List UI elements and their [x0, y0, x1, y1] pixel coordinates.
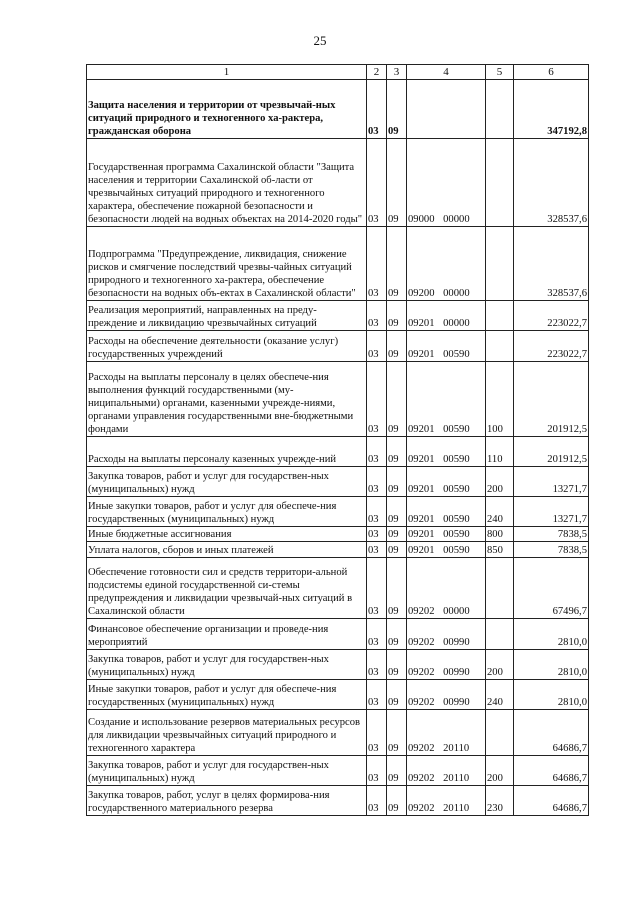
table-row	[87, 650, 589, 680]
row-section-code: 03	[367, 680, 387, 710]
table-row	[87, 786, 589, 816]
row-expense-type-code: 110	[486, 437, 514, 467]
table-row	[87, 437, 589, 467]
row-subsection-code: 09	[387, 527, 407, 542]
row-name: Обеспечение готовности сил и средств территори-альной подсистемы единой государственной си-стемы предупреждения и ликвидации чрезвычай-ных ситуаций в Сахалинской области	[87, 558, 367, 619]
row-amount: 2810,0	[514, 680, 589, 710]
row-amount: 64686,7	[514, 710, 589, 756]
row-target-article-code: 09200 00000	[407, 227, 486, 301]
row-expense-type-code: 240	[486, 497, 514, 527]
row-name: Подпрограмма "Предупреждение, ликвидация, снижение рисков и смягчение последствий чрезвы-чайных ситуаций природного и техногенного ха-рактера, обеспечение безопасности на водных объ-ектах в Сахалинской области"	[87, 227, 367, 301]
row-amount: 67496,7	[514, 558, 589, 619]
row-section-code: 03	[367, 650, 387, 680]
row-section-code: 03	[367, 756, 387, 786]
row-target-article-code: 09202 00990	[407, 619, 486, 650]
row-target-article-code: 09202 20110	[407, 710, 486, 756]
row-expense-type-code: 850	[486, 542, 514, 558]
row-section-code: 03	[367, 467, 387, 497]
row-section-code: 03	[367, 619, 387, 650]
table-row	[87, 80, 589, 139]
table-row	[87, 527, 589, 542]
table-row	[87, 542, 589, 558]
row-section-code: 03	[367, 558, 387, 619]
row-target-article-code: 09201 00590	[407, 362, 486, 437]
row-target-article-code: 09201 00590	[407, 527, 486, 542]
row-subsection-code: 09	[387, 558, 407, 619]
row-name: Расходы на обеспечение деятельности (оказание услуг) государственных учреждений	[87, 331, 367, 362]
row-expense-type-code	[486, 80, 514, 139]
header-col-5: 5	[486, 65, 514, 80]
row-amount: 7838,5	[514, 527, 589, 542]
row-expense-type-code: 200	[486, 756, 514, 786]
row-name: Расходы на выплаты персоналу в целях обеспече-ния выполнения функций государственными (му-ниципальными) органами, казенными учрежде-ниями, органами управления государственными вне-бюджетными фондами	[87, 362, 367, 437]
row-name: Уплата налогов, сборов и иных платежей	[87, 542, 367, 558]
row-expense-type-code	[486, 139, 514, 227]
row-expense-type-code	[486, 710, 514, 756]
row-section-code: 03	[367, 497, 387, 527]
row-section-code: 03	[367, 527, 387, 542]
row-section-code: 03	[367, 331, 387, 362]
row-target-article-code: 09202 00000	[407, 558, 486, 619]
header-col-2: 2	[367, 65, 387, 80]
row-subsection-code: 09	[387, 437, 407, 467]
header-col-1: 1	[87, 65, 367, 80]
row-subsection-code: 09	[387, 362, 407, 437]
row-expense-type-code: 240	[486, 680, 514, 710]
table-row	[87, 497, 589, 527]
row-section-code: 03	[367, 139, 387, 227]
row-section-code: 03	[367, 362, 387, 437]
row-name: Закупка товаров, работ, услуг в целях формирова-ния государственного материального резерва	[87, 786, 367, 816]
row-target-article-code	[407, 80, 486, 139]
row-target-article-code: 09000 00000	[407, 139, 486, 227]
row-name: Иные закупки товаров, работ и услуг для обеспече-ния государственных (муниципальных) нужд	[87, 680, 367, 710]
row-name: Расходы на выплаты персоналу казенных учрежде-ний	[87, 437, 367, 467]
row-name: Реализация мероприятий, направленных на преду-преждение и ликвидацию чрезвычайных ситуаций	[87, 301, 367, 331]
row-subsection-code: 09	[387, 650, 407, 680]
row-expense-type-code: 200	[486, 467, 514, 497]
row-expense-type-code	[486, 227, 514, 301]
row-amount: 328537,6	[514, 139, 589, 227]
row-expense-type-code	[486, 558, 514, 619]
row-subsection-code: 09	[387, 786, 407, 816]
row-section-code: 03	[367, 227, 387, 301]
table-row	[87, 680, 589, 710]
row-target-article-code: 09202 00990	[407, 650, 486, 680]
row-target-article-code: 09202 00990	[407, 680, 486, 710]
table-row	[87, 558, 589, 619]
table-row	[87, 756, 589, 786]
row-subsection-code: 09	[387, 680, 407, 710]
row-amount: 223022,7	[514, 331, 589, 362]
row-name: Закупка товаров, работ и услуг для государствен-ных (муниципальных) нужд	[87, 756, 367, 786]
table-row	[87, 619, 589, 650]
row-target-article-code: 09201 00590	[407, 437, 486, 467]
row-subsection-code: 09	[387, 756, 407, 786]
row-subsection-code: 09	[387, 80, 407, 139]
row-amount: 2810,0	[514, 619, 589, 650]
row-name: Защита населения и территории от чрезвычай-ных ситуаций природного и техногенного ха-рактера, гражданская оборона	[87, 80, 367, 139]
table-row	[87, 301, 589, 331]
row-name: Государственная программа Сахалинской области "Защита населения и территории Сахалинской об-ласти от чрезвычайных ситуаций природного и техногенного характера, обеспечение пожарной безопасности и безопасности людей на водных объектах на 2014-2020 годы"	[87, 139, 367, 227]
row-subsection-code: 09	[387, 227, 407, 301]
row-amount: 328537,6	[514, 227, 589, 301]
row-subsection-code: 09	[387, 331, 407, 362]
row-subsection-code: 09	[387, 467, 407, 497]
row-section-code: 03	[367, 437, 387, 467]
row-target-article-code: 09201 00590	[407, 542, 486, 558]
row-name: Закупка товаров, работ и услуг для государствен-ных (муниципальных) нужд	[87, 467, 367, 497]
row-amount: 7838,5	[514, 542, 589, 558]
row-amount: 64686,7	[514, 756, 589, 786]
row-name: Иные закупки товаров, работ и услуг для обеспече-ния государственных (муниципальных) нужд	[87, 497, 367, 527]
row-target-article-code: 09201 00590	[407, 467, 486, 497]
row-section-code: 03	[367, 542, 387, 558]
row-section-code: 03	[367, 710, 387, 756]
row-amount: 347192,8	[514, 80, 589, 139]
row-name: Закупка товаров, работ и услуг для государствен-ных (муниципальных) нужд	[87, 650, 367, 680]
row-target-article-code: 09201 00590	[407, 331, 486, 362]
row-expense-type-code: 100	[486, 362, 514, 437]
page-number: 25	[313, 33, 327, 48]
table-row	[87, 227, 589, 301]
row-name: Финансовое обеспечение организации и проведе-ния мероприятий	[87, 619, 367, 650]
row-subsection-code: 09	[387, 542, 407, 558]
row-subsection-code: 09	[387, 139, 407, 227]
row-target-article-code: 09201 00590	[407, 497, 486, 527]
row-amount: 201912,5	[514, 437, 589, 467]
header-col-3: 3	[387, 65, 407, 80]
row-expense-type-code	[486, 301, 514, 331]
row-section-code: 03	[367, 301, 387, 331]
row-target-article-code: 09202 20110	[407, 786, 486, 816]
row-amount: 64686,7	[514, 786, 589, 816]
header-col-4: 4	[407, 65, 486, 80]
row-subsection-code: 09	[387, 497, 407, 527]
budget-table	[86, 64, 589, 816]
row-target-article-code: 09202 20110	[407, 756, 486, 786]
row-expense-type-code	[486, 331, 514, 362]
row-section-code: 03	[367, 80, 387, 139]
table-row	[87, 362, 589, 437]
row-amount: 201912,5	[514, 362, 589, 437]
row-target-article-code: 09201 00000	[407, 301, 486, 331]
table-body	[87, 80, 589, 816]
row-name: Иные бюджетные ассигнования	[87, 527, 367, 542]
row-subsection-code: 09	[387, 619, 407, 650]
row-expense-type-code: 200	[486, 650, 514, 680]
row-expense-type-code: 230	[486, 786, 514, 816]
row-expense-type-code: 800	[486, 527, 514, 542]
table-row	[87, 139, 589, 227]
row-amount: 223022,7	[514, 301, 589, 331]
row-subsection-code: 09	[387, 710, 407, 756]
table-row	[87, 467, 589, 497]
header-col-6: 6	[514, 65, 589, 80]
table-header-row	[87, 65, 589, 80]
table-row	[87, 331, 589, 362]
row-amount: 13271,7	[514, 497, 589, 527]
row-expense-type-code	[486, 619, 514, 650]
row-name: Создание и использование резервов материальных ресурсов для ликвидации чрезвычайных ситуаций природного и техногенного характера	[87, 710, 367, 756]
row-amount: 13271,7	[514, 467, 589, 497]
table-row	[87, 710, 589, 756]
row-section-code: 03	[367, 786, 387, 816]
row-amount: 2810,0	[514, 650, 589, 680]
row-subsection-code: 09	[387, 301, 407, 331]
